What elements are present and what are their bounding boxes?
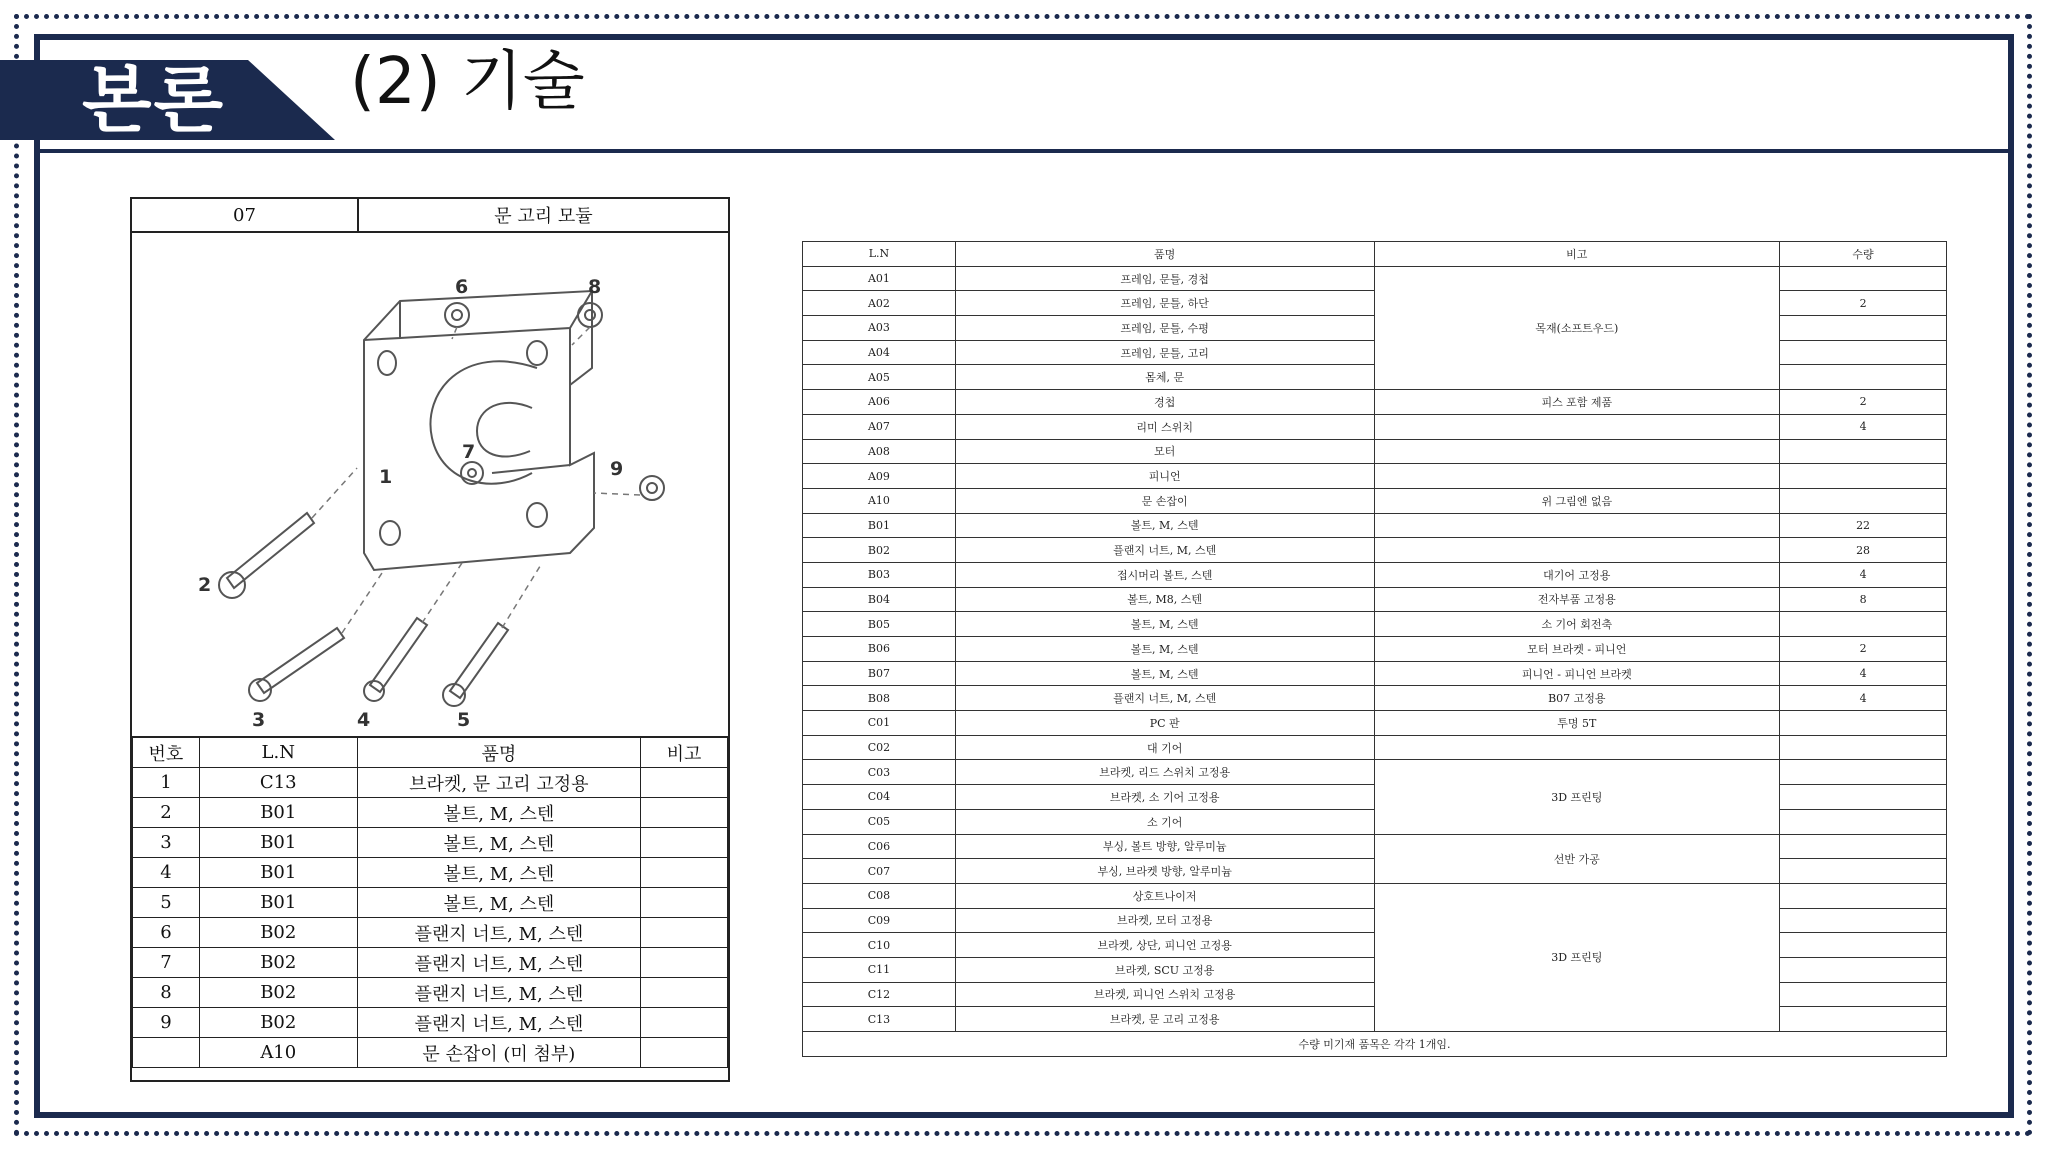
table-cell-ln: B08 <box>803 686 956 711</box>
table-cell-ln: A07 <box>803 414 956 439</box>
callout-label: 9 <box>610 458 624 480</box>
table-cell-name: 문 손잡이 <box>955 488 1374 513</box>
table-cell-name: 브라켓, 문 고리 고정용 <box>955 1007 1374 1032</box>
table-cell-qty: 4 <box>1780 562 1947 587</box>
column-header: 비고 <box>1374 242 1780 267</box>
table-cell-ln: B05 <box>803 612 956 637</box>
table-cell-ln: B03 <box>803 562 956 587</box>
column-header: L.N <box>803 242 956 267</box>
table-cell-ln: C03 <box>803 760 956 785</box>
table-cell-no: 6 <box>133 918 200 948</box>
bom-footer-row <box>803 1032 1947 1057</box>
table-cell-note <box>1374 513 1780 538</box>
table-cell-ln: A08 <box>803 439 956 464</box>
table-row <box>803 488 1947 513</box>
table-cell-qty <box>1780 933 1947 958</box>
table-cell-note <box>641 888 728 918</box>
table-cell-name: 프레임, 문틀, 경첩 <box>955 266 1374 291</box>
table-cell-qty <box>1780 760 1947 785</box>
table-cell-name: 상호트나이저 <box>955 883 1374 908</box>
table-cell-ln: A03 <box>803 316 956 341</box>
table-cell-ln: C01 <box>803 711 956 736</box>
column-header: 품명 <box>955 242 1374 267</box>
parts-sheet <box>130 197 730 1082</box>
callout-label: 7 <box>462 441 476 463</box>
table-cell-note: B07 고정용 <box>1374 686 1780 711</box>
table-row <box>803 439 1947 464</box>
table-row <box>133 948 728 978</box>
table-cell-name: 볼트, M, 스텐 <box>955 661 1374 686</box>
table-cell-name: 문 손잡이 (미 첨부) <box>357 1038 640 1068</box>
sheet-number: 07 <box>132 199 359 231</box>
table-cell-qty <box>1780 266 1947 291</box>
table-cell-name: 플랜지 너트, M, 스텐 <box>357 948 640 978</box>
table-cell-name: 모터 <box>955 439 1374 464</box>
table-cell-ln: C04 <box>803 785 956 810</box>
table-cell-qty: 2 <box>1780 390 1947 415</box>
table-row <box>803 390 1947 415</box>
table-cell-note: 목재(소프트우드) <box>1374 266 1780 389</box>
table-cell-name: 브라켓, 피니언 스위치 고정용 <box>955 982 1374 1007</box>
table-row <box>133 828 728 858</box>
table-row <box>133 798 728 828</box>
table-row <box>803 637 1947 662</box>
table-row <box>803 414 1947 439</box>
table-cell-note <box>641 1038 728 1068</box>
table-cell-name: 볼트, M, 스텐 <box>357 888 640 918</box>
callout-label: 5 <box>457 709 471 731</box>
table-cell-no: 3 <box>133 828 200 858</box>
parts-table-header <box>133 737 728 768</box>
table-cell-qty <box>1780 883 1947 908</box>
table-row <box>803 464 1947 489</box>
table-cell-name: 소 기어 <box>955 809 1374 834</box>
table-cell-no: 4 <box>133 858 200 888</box>
table-cell-ln: C13 <box>199 768 357 798</box>
table-cell-qty: 2 <box>1780 637 1947 662</box>
table-cell-qty <box>1780 1007 1947 1032</box>
table-cell-note <box>641 918 728 948</box>
table-cell-qty <box>1780 809 1947 834</box>
table-cell-name: 볼트, M, 스텐 <box>357 858 640 888</box>
table-cell-qty <box>1780 859 1947 884</box>
table-cell-note: 투명 5T <box>1374 711 1780 736</box>
table-cell-name: 볼트, M, 스텐 <box>357 828 640 858</box>
table-cell-qty <box>1780 488 1947 513</box>
table-cell-note <box>641 948 728 978</box>
slide-title: (2) 기술 <box>350 45 585 119</box>
section-tab-label: 본론 <box>82 58 226 142</box>
exploded-drawing <box>132 233 728 736</box>
table-cell-name: 볼트, M, 스텐 <box>357 798 640 828</box>
table-cell-note <box>641 798 728 828</box>
header-divider <box>38 149 2010 153</box>
table-cell-ln: B02 <box>199 1008 357 1038</box>
table-row <box>133 918 728 948</box>
table-cell-qty <box>1780 340 1947 365</box>
table-cell-qty: 8 <box>1780 587 1947 612</box>
table-cell-qty <box>1780 316 1947 341</box>
table-cell-name: 프레임, 문틀, 고리 <box>955 340 1374 365</box>
table-cell-name: 브라켓, 소 기어 고정용 <box>955 785 1374 810</box>
callout-label: 6 <box>455 276 469 298</box>
table-cell-name: 리미 스위치 <box>955 414 1374 439</box>
table-row <box>133 888 728 918</box>
table-row <box>133 858 728 888</box>
table-cell-note <box>641 978 728 1008</box>
table-cell-qty <box>1780 735 1947 760</box>
bom-table-header <box>803 242 1947 267</box>
table-cell-no: 9 <box>133 1008 200 1038</box>
table-cell-ln: B01 <box>199 798 357 828</box>
table-cell-note: 대기어 고정용 <box>1374 562 1780 587</box>
table-cell-ln: C05 <box>803 809 956 834</box>
table-cell-ln: B01 <box>199 888 357 918</box>
table-cell-qty <box>1780 982 1947 1007</box>
table-cell-no: 8 <box>133 978 200 1008</box>
table-cell-note <box>1374 464 1780 489</box>
table-cell-ln: B04 <box>803 587 956 612</box>
table-cell-ln: B06 <box>803 637 956 662</box>
table-cell-ln: B02 <box>199 948 357 978</box>
table-cell-note: 3D 프린팅 <box>1374 760 1780 834</box>
table-cell-qty <box>1780 908 1947 933</box>
sheet-name: 문 고리 모듈 <box>494 206 593 227</box>
table-cell-no: 2 <box>133 798 200 828</box>
column-header: 수량 <box>1780 242 1947 267</box>
bom-footer-note: 수량 미기재 품목은 각각 1개임. <box>803 1032 1947 1057</box>
table-cell-qty: 2 <box>1780 291 1947 316</box>
table-row <box>803 686 1947 711</box>
table-cell-name: 부싱, 브라켓 방향, 알루미늄 <box>955 859 1374 884</box>
table-cell-ln: A01 <box>803 266 956 291</box>
table-cell-qty <box>1780 834 1947 859</box>
callout-label: 3 <box>252 709 266 731</box>
table-cell-ln: C13 <box>803 1007 956 1032</box>
callout-label: 1 <box>379 466 393 488</box>
column-header: 비고 <box>641 737 728 768</box>
table-cell-name: 볼트, M, 스텐 <box>955 637 1374 662</box>
column-header: 번호 <box>133 737 200 768</box>
table-row <box>803 538 1947 563</box>
table-cell-note: 피스 포함 제품 <box>1374 390 1780 415</box>
section-tab <box>0 60 335 140</box>
table-cell-note: 소 기어 회전축 <box>1374 612 1780 637</box>
table-row <box>803 612 1947 637</box>
table-cell-ln: C07 <box>803 859 956 884</box>
table-cell-no: 7 <box>133 948 200 978</box>
table-cell-ln: C09 <box>803 908 956 933</box>
table-cell-ln: B01 <box>803 513 956 538</box>
table-cell-qty <box>1780 785 1947 810</box>
table-row <box>803 661 1947 686</box>
table-cell-name: 프레임, 문틀, 하단 <box>955 291 1374 316</box>
table-cell-name: 볼트, M, 스텐 <box>955 612 1374 637</box>
table-cell-note <box>641 768 728 798</box>
table-cell-note <box>641 1008 728 1038</box>
table-cell-ln: B02 <box>199 978 357 1008</box>
table-cell-ln: C08 <box>803 883 956 908</box>
table-cell-note: 피니언 - 피니언 브라켓 <box>1374 661 1780 686</box>
table-cell-ln: C02 <box>803 735 956 760</box>
table-cell-note: 위 그림엔 없음 <box>1374 488 1780 513</box>
table-cell-ln: A04 <box>803 340 956 365</box>
table-cell-ln: A09 <box>803 464 956 489</box>
table-cell-name: 브라켓, 문 고리 고정용 <box>357 768 640 798</box>
table-row <box>803 735 1947 760</box>
table-cell-qty: 4 <box>1780 414 1947 439</box>
table-cell-ln: B02 <box>803 538 956 563</box>
table-cell-ln: C12 <box>803 982 956 1007</box>
table-cell-qty <box>1780 612 1947 637</box>
table-cell-qty: 4 <box>1780 686 1947 711</box>
table-cell-name: 브라켓, 리드 스위치 고정용 <box>955 760 1374 785</box>
table-cell-ln: A02 <box>803 291 956 316</box>
table-cell-ln: B01 <box>199 828 357 858</box>
table-cell-qty: 28 <box>1780 538 1947 563</box>
table-cell-qty <box>1780 439 1947 464</box>
table-cell-ln: A10 <box>199 1038 357 1068</box>
callout-label: 4 <box>357 709 371 731</box>
bom-table <box>802 241 1947 1057</box>
table-cell-note <box>1374 735 1780 760</box>
table-row <box>803 587 1947 612</box>
table-cell-note: 선반 가공 <box>1374 834 1780 883</box>
table-cell-qty: 22 <box>1780 513 1947 538</box>
table-cell-no <box>133 1038 200 1068</box>
table-cell-name: 플랜지 너트, M, 스텐 <box>357 918 640 948</box>
table-cell-name: 접시머리 볼트, 스텐 <box>955 562 1374 587</box>
table-cell-name: 피니언 <box>955 464 1374 489</box>
table-cell-ln: A10 <box>803 488 956 513</box>
table-cell-name: 플랜지 너트, M, 스텐 <box>357 1008 640 1038</box>
callout-label: 2 <box>198 574 212 596</box>
table-cell-qty <box>1780 711 1947 736</box>
table-cell-ln: A06 <box>803 390 956 415</box>
table-cell-name: 플랜지 너트, M, 스텐 <box>357 978 640 1008</box>
table-cell-note <box>641 828 728 858</box>
table-cell-note <box>1374 439 1780 464</box>
table-cell-name: 몸체, 문 <box>955 365 1374 390</box>
table-row <box>133 978 728 1008</box>
callout-label: 8 <box>588 276 602 298</box>
table-cell-ln: C11 <box>803 957 956 982</box>
table-cell-ln: B07 <box>803 661 956 686</box>
table-cell-qty <box>1780 464 1947 489</box>
table-cell-no: 5 <box>133 888 200 918</box>
table-cell-name: 경첩 <box>955 390 1374 415</box>
table-cell-note: 전자부품 고정용 <box>1374 587 1780 612</box>
table-cell-ln: B01 <box>199 858 357 888</box>
table-cell-note <box>641 858 728 888</box>
table-row <box>133 1038 728 1068</box>
table-cell-note: 3D 프린팅 <box>1374 883 1780 1031</box>
table-row <box>803 266 1947 291</box>
table-cell-name: 플랜지 너트, M, 스텐 <box>955 686 1374 711</box>
table-row <box>803 760 1947 785</box>
table-row <box>803 513 1947 538</box>
table-cell-name: 볼트, M, 스텐 <box>955 513 1374 538</box>
table-cell-name: 브라켓, SCU 고정용 <box>955 957 1374 982</box>
table-cell-name: PC 판 <box>955 711 1374 736</box>
column-header: 품명 <box>357 737 640 768</box>
table-cell-name: 프레임, 문틀, 수평 <box>955 316 1374 341</box>
table-cell-note <box>1374 538 1780 563</box>
table-cell-ln: A05 <box>803 365 956 390</box>
table-cell-name: 대 기어 <box>955 735 1374 760</box>
table-cell-name: 부싱, 볼트 방향, 알루미늄 <box>955 834 1374 859</box>
column-header: L.N <box>199 737 357 768</box>
table-cell-note <box>1374 414 1780 439</box>
sheet-header <box>132 199 728 233</box>
table-cell-qty: 4 <box>1780 661 1947 686</box>
parts-table <box>132 736 728 1068</box>
table-row <box>803 562 1947 587</box>
table-cell-name: 플랜지 너트, M, 스텐 <box>955 538 1374 563</box>
table-cell-no: 1 <box>133 768 200 798</box>
table-cell-note: 모터 브라켓 - 피니언 <box>1374 637 1780 662</box>
table-row <box>803 711 1947 736</box>
table-cell-ln: B02 <box>199 918 357 948</box>
table-row <box>803 883 1947 908</box>
table-cell-ln: C06 <box>803 834 956 859</box>
table-row <box>133 768 728 798</box>
table-cell-ln: C10 <box>803 933 956 958</box>
table-cell-name: 브라켓, 상단, 피니언 고정용 <box>955 933 1374 958</box>
table-cell-qty <box>1780 365 1947 390</box>
table-cell-name: 브라켓, 모터 고정용 <box>955 908 1374 933</box>
table-cell-name: 볼트, M8, 스텐 <box>955 587 1374 612</box>
table-row <box>133 1008 728 1038</box>
table-cell-qty <box>1780 957 1947 982</box>
table-row <box>803 834 1947 859</box>
